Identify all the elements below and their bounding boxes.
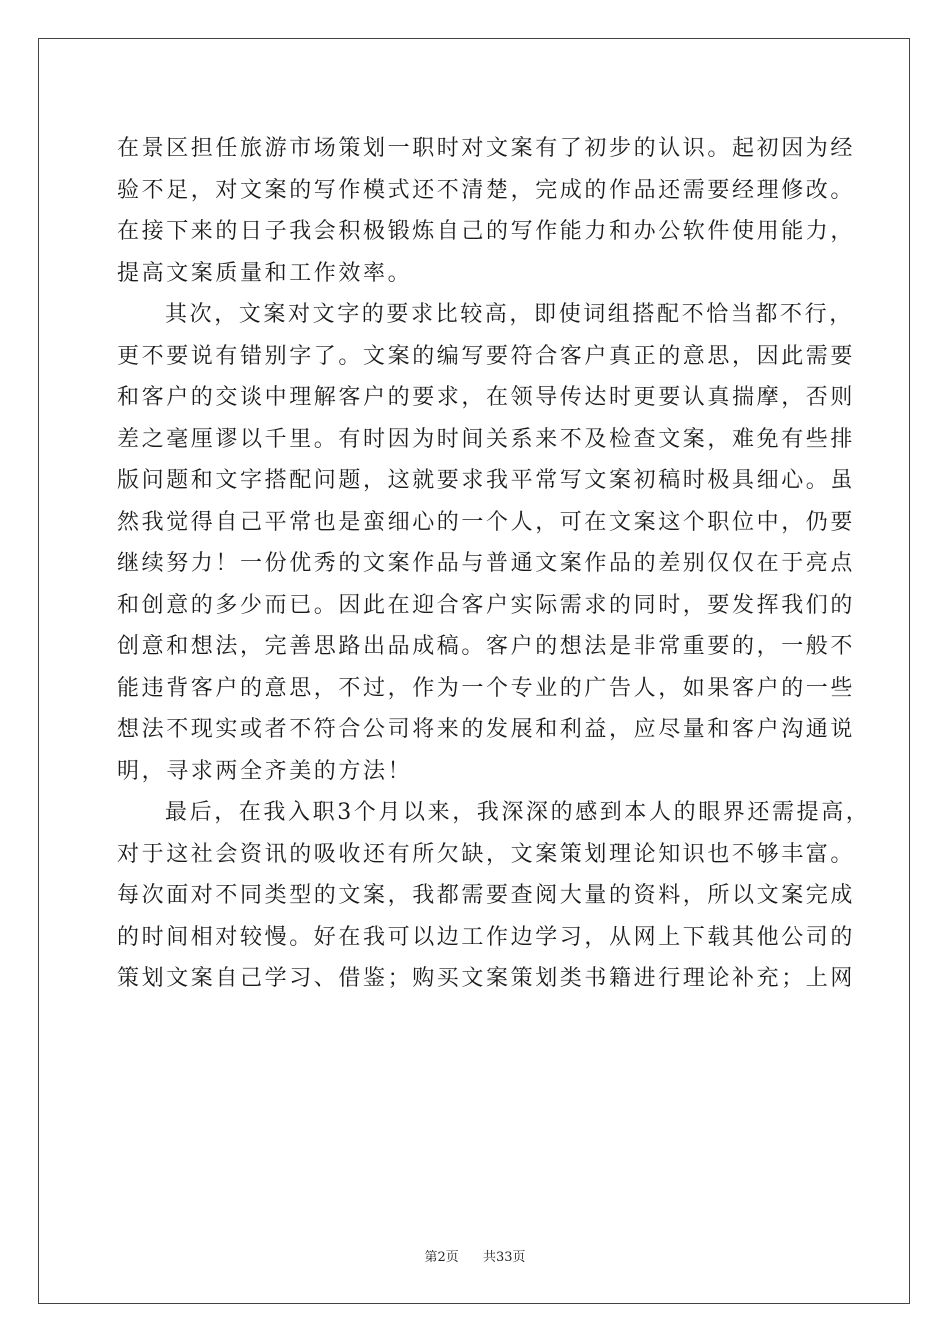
text-line: 想法不现实或者不符合公司将来的发展和利益，应尽量和客户沟通说 xyxy=(117,717,856,742)
page-total: 共33页 xyxy=(483,1250,526,1265)
text-line: 创意和想法，完善思路出品成稿。客户的想法是非常重要的，一般不 xyxy=(117,634,856,659)
paragraph-start-line: 最后，在我入职3个月以来，我深深的感到本人的眼界还需提高， xyxy=(165,800,871,825)
paragraph-start-line: 其次，文案对文字的要求比较高，即使词组搭配不恰当都不行， xyxy=(165,302,854,327)
text-line: 策划文案自己学习、借鉴；购买文案策划类书籍进行理论补充；上网 xyxy=(117,966,856,991)
text-line: 能违背客户的意思，不过，作为一个专业的广告人，如果客户的一些 xyxy=(117,675,856,701)
text-line: 更不要说有错别字了。文案的编写要符合客户真正的意思，因此需要 xyxy=(117,343,856,369)
text-line: 在景区担任旅游市场策划一职时对文案有了初步的认识。起初因为经 xyxy=(117,136,856,161)
page-number: 第2页 xyxy=(424,1250,459,1265)
text-line: 继续努力！一份优秀的文案作品与普通文案作品的差别仅仅在于亮点 xyxy=(117,551,856,576)
text-line: 验不足，对文案的写作模式还不清楚，完成的作品还需要经理修改。 xyxy=(117,177,856,203)
document-body xyxy=(117,128,871,1000)
text-line: 版问题和文字搭配问题，这就要求我平常写文案初稿时极具细心。虽 xyxy=(117,468,856,493)
text-line: 明，寻求两全齐美的方法！ xyxy=(117,758,413,784)
text-line: 每次面对不同类型的文案，我都需要查阅大量的资料，所以文案完成 xyxy=(117,883,856,908)
text-line: 和客户的交谈中理解客户的要求，在领导传达时更要认真揣摩，否则 xyxy=(117,385,856,410)
text-line: 差之毫厘谬以千里。有时因为时间关系来不及检查文案，难免有些排 xyxy=(117,426,856,452)
page-footer xyxy=(0,1246,950,1265)
text-line: 对于这社会资讯的吸收还有所欠缺，文案策划理论知识也不够丰富。 xyxy=(117,841,856,867)
text-line: 在接下来的日子我会积极锻炼自己的写作能力和办公软件使用能力， xyxy=(117,219,856,244)
text-line: 和创意的多少而已。因此在迎合客户实际需求的同时，要发挥我们的 xyxy=(117,592,856,618)
text-line: 的时间相对较慢。好在我可以边工作边学习，从网上下载其他公司的 xyxy=(117,924,856,950)
text-line: 然我觉得自己平常也是蛮细心的一个人，可在文案这个职位中，仍要 xyxy=(117,509,856,535)
text-line: 提高文案质量和工作效率。 xyxy=(117,260,413,286)
